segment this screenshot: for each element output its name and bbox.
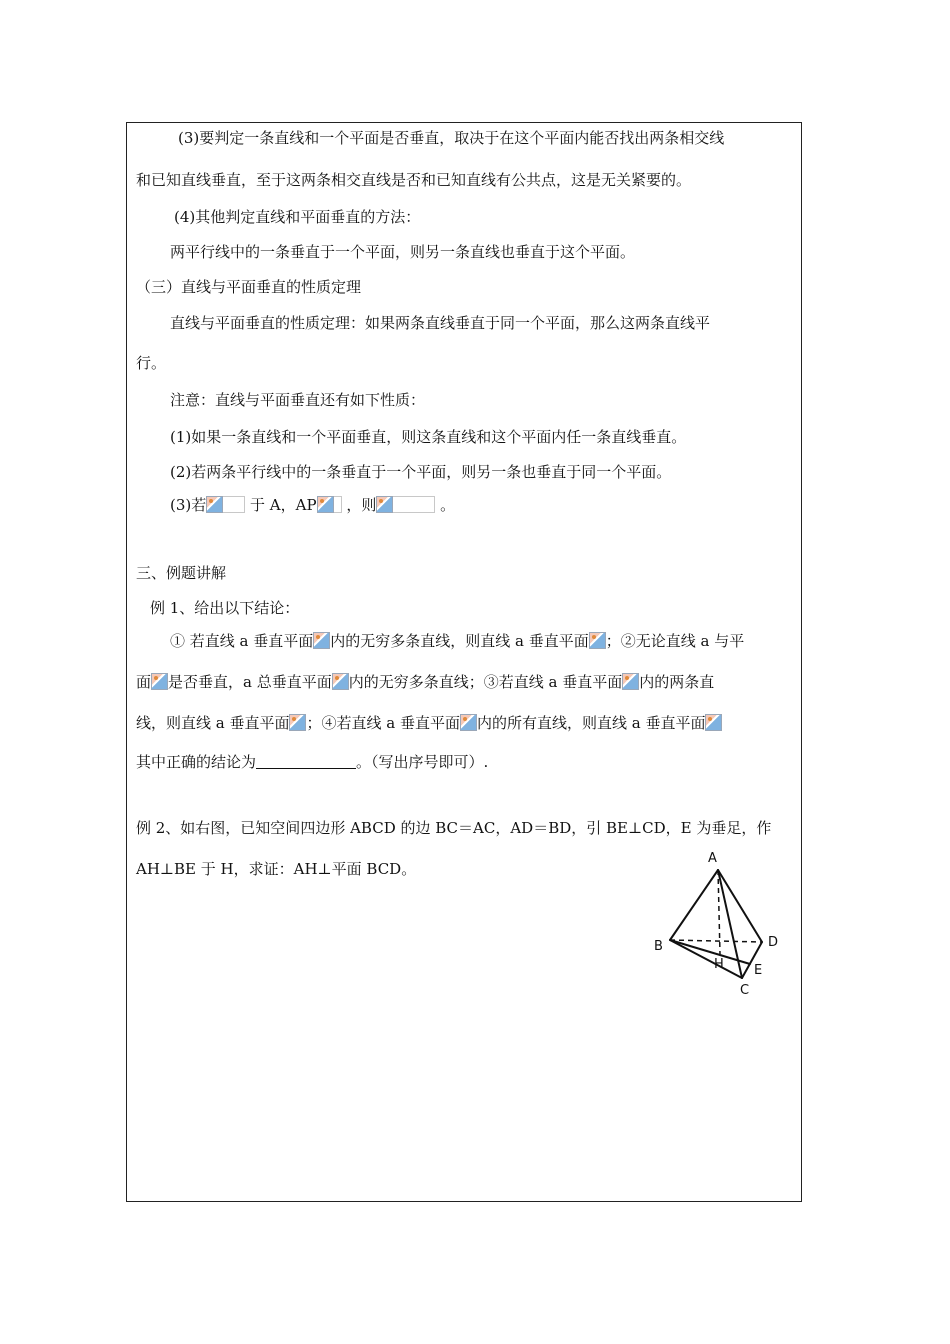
ex1-line2	[136, 672, 714, 692]
answer-blank	[256, 754, 356, 769]
plane-symbol-icon	[332, 673, 349, 690]
ex1-l1-b: 内的无穷多条直线，则直线 a 垂直平面	[330, 632, 589, 650]
p4-text: 两平行线中的一条垂直于一个平面，则另一条直线也垂直于这个平面。	[170, 243, 636, 261]
ex1-line4	[136, 752, 488, 772]
ex1-l1-c: ；②无论直线 a 与平	[605, 632, 745, 650]
ex1-l2-d: 内的两条直	[639, 673, 715, 691]
examples-heading: 三、例题讲解	[136, 564, 227, 582]
note: 注意：直线与平面垂直还有如下性质：	[170, 391, 426, 409]
prop3-text-d: 。	[440, 496, 456, 514]
formula-box	[393, 496, 435, 513]
label-h: H	[714, 957, 724, 972]
theorem-line1: 直线与平面垂直的性质定理：如果两条直线垂直于同一个平面，那么这两条直线平	[170, 314, 711, 332]
label-b: B	[654, 939, 663, 954]
theorem-line2: 行。	[136, 354, 167, 372]
formula-box	[334, 496, 342, 513]
p4-heading: (4)其他判定直线和平面垂直的方法：	[174, 208, 421, 226]
ex1-l2-c: 内的无穷多条直线；③若直线 a 垂直平面	[348, 673, 623, 691]
label-c: C	[740, 983, 750, 998]
prop3-text-c: ，则	[346, 496, 377, 514]
ex1-line1	[170, 631, 744, 651]
label-d: D	[768, 935, 779, 950]
ex1-l3-b: ；④若直线 a 垂直平面	[306, 714, 460, 732]
plane-symbol-icon	[151, 673, 168, 690]
ex1-l2-b: 是否垂直，a 总垂直平面	[168, 673, 332, 691]
ex2-line1: 例 2、如右图，已知空间四边形 ABCD 的边 BC＝AC，AD＝BD，引 BE⊥CD，E 为垂足，作	[136, 819, 772, 837]
plane-symbol-icon	[622, 673, 639, 690]
section3-heading: （三）直线与平面垂直的性质定理	[136, 278, 362, 296]
edge-ab	[670, 870, 718, 940]
p3-line2: 和已知直线垂直，至于这两条相交直线是否和已知直线有公共点，这是无关紧要的。	[136, 171, 692, 189]
ex1-l4-a: 其中正确的结论为	[136, 753, 257, 771]
label-a: A	[708, 851, 717, 866]
ex1-title: 例 1、给出以下结论：	[150, 599, 300, 617]
prop3-text-a: (3)若	[170, 496, 207, 514]
prop3-text-b: 于 A，AP	[250, 496, 317, 514]
edge-ad	[718, 870, 762, 942]
plane-symbol-icon	[460, 714, 477, 731]
label-e: E	[754, 963, 763, 978]
plane-symbol-icon	[289, 714, 306, 731]
formula-image-icon	[317, 496, 334, 513]
formula-image-icon	[376, 496, 393, 513]
ex1-l3-c: 内的所有直线，则直线 a 垂直平面	[476, 714, 706, 732]
edge-bd-hidden	[670, 940, 762, 942]
plane-symbol-icon	[589, 632, 606, 649]
ex1-line3	[136, 713, 722, 733]
formula-image-icon	[206, 496, 223, 513]
ex1-l1-a: ① 若直线 a 垂直平面	[170, 632, 314, 650]
ex1-l4-b: 。（写出序号即可）.	[356, 753, 489, 771]
prop1: (1)如果一条直线和一个平面垂直，则这条直线和这个平面内任一条直线垂直。	[170, 428, 687, 446]
prop3	[170, 495, 455, 515]
plane-symbol-icon	[705, 714, 722, 731]
tetrahedron-figure	[652, 846, 832, 1002]
prop2: (2)若两条平行线中的一条垂直于一个平面，则另一条也垂直于同一个平面。	[170, 463, 672, 481]
ex1-l3-a: 线，则直线 a 垂直平面	[136, 714, 290, 732]
plane-symbol-icon	[313, 632, 330, 649]
ex2-line2: AH⊥BE 于 H，求证：AH⊥平面 BCD。	[136, 860, 417, 878]
p3-line1: (3)要判定一条直线和一个平面是否垂直，取决于在这个平面内能否找出两条相交线	[178, 129, 725, 147]
formula-box	[223, 496, 245, 513]
ex1-l2-a: 面	[136, 673, 152, 691]
